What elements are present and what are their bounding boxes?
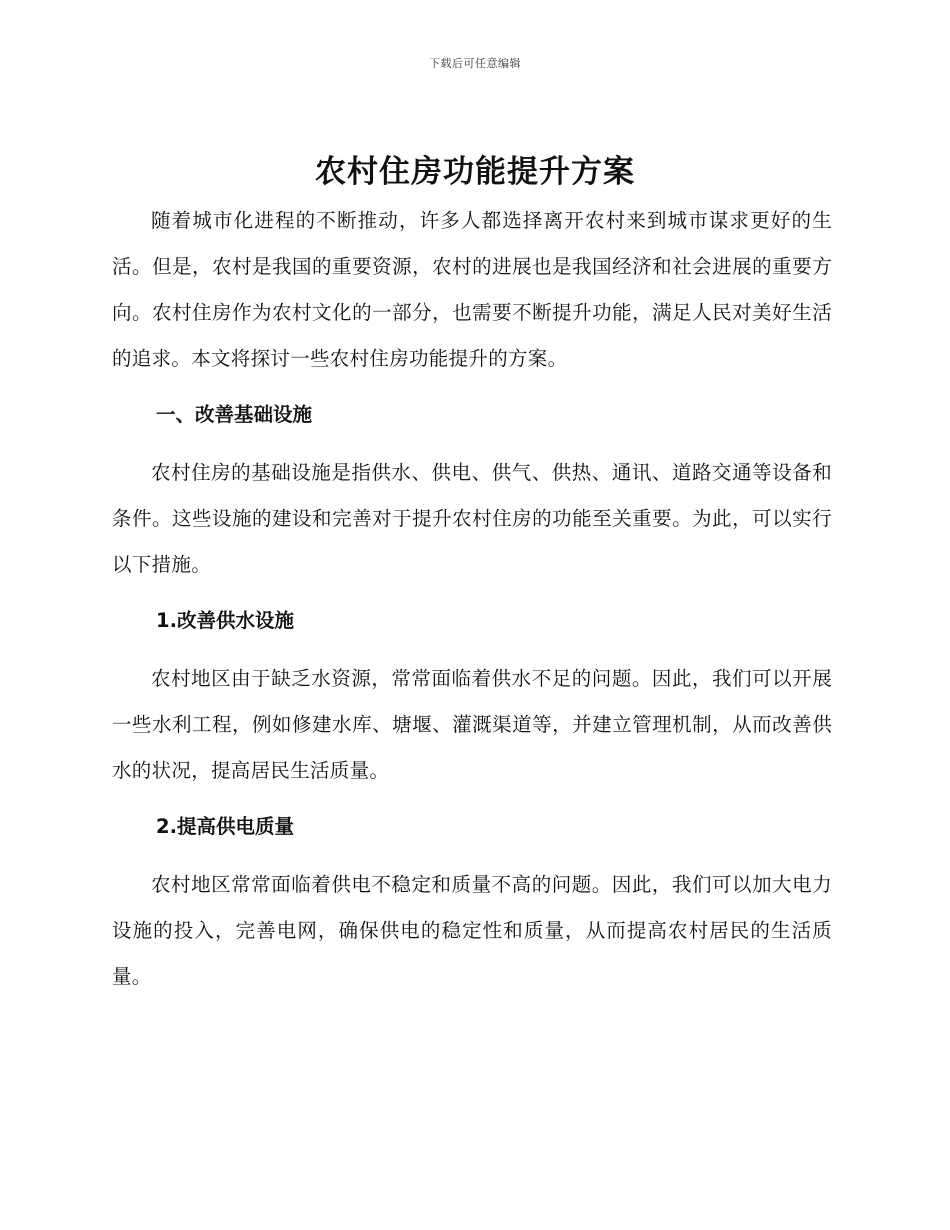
subsection-paragraph-power: 农村地区常常面临着供电不稳定和质量不高的问题。因此，我们可以加大电力设施的投入，完善电网，确保供电的稳定性和质量，从而提高农村居民的生活质量。 [112,873,832,988]
subsection-heading-water: 1.改善供水设施 [156,609,294,632]
subsection-paragraph-water: 农村地区由于缺乏水资源，常常面临着供水不足的问题。因此，我们可以开展一些水利工程，例如修建水库、塘堰、灌溉渠道等，并建立管理机制，从而改善供水的状况，提高居民生活质量。 [112,667,832,782]
document-body [112,198,832,1000]
page-header-note: 下载后可任意编辑 [429,57,521,70]
section-paragraph-infrastructure: 农村住房的基础设施是指供水、供电、供气、供热、通讯、道路交通等设备和条件。这些设施的建设和完善对于提升农村住房的功能至关重要。为此，可以实行以下措施。 [112,461,832,576]
section-heading-infrastructure: 一、改善基础设施 [156,403,313,426]
subsection-heading-power: 2.提高供电质量 [156,815,294,838]
document-title: 农村住房功能提升方案 [315,154,635,190]
intro-paragraph: 随着城市化进程的不断推动，许多人都选择离开农村来到城市谋求更好的生活。但是，农村是我国的重要资源，农村的进展也是我国经济和社会进展的重要方向。农村住房作为农村文化的一部分，也需要不断提升功能，满足人民对美好生活的追求。本文将探讨一些农村住房功能提升的方案。 [112,209,832,370]
